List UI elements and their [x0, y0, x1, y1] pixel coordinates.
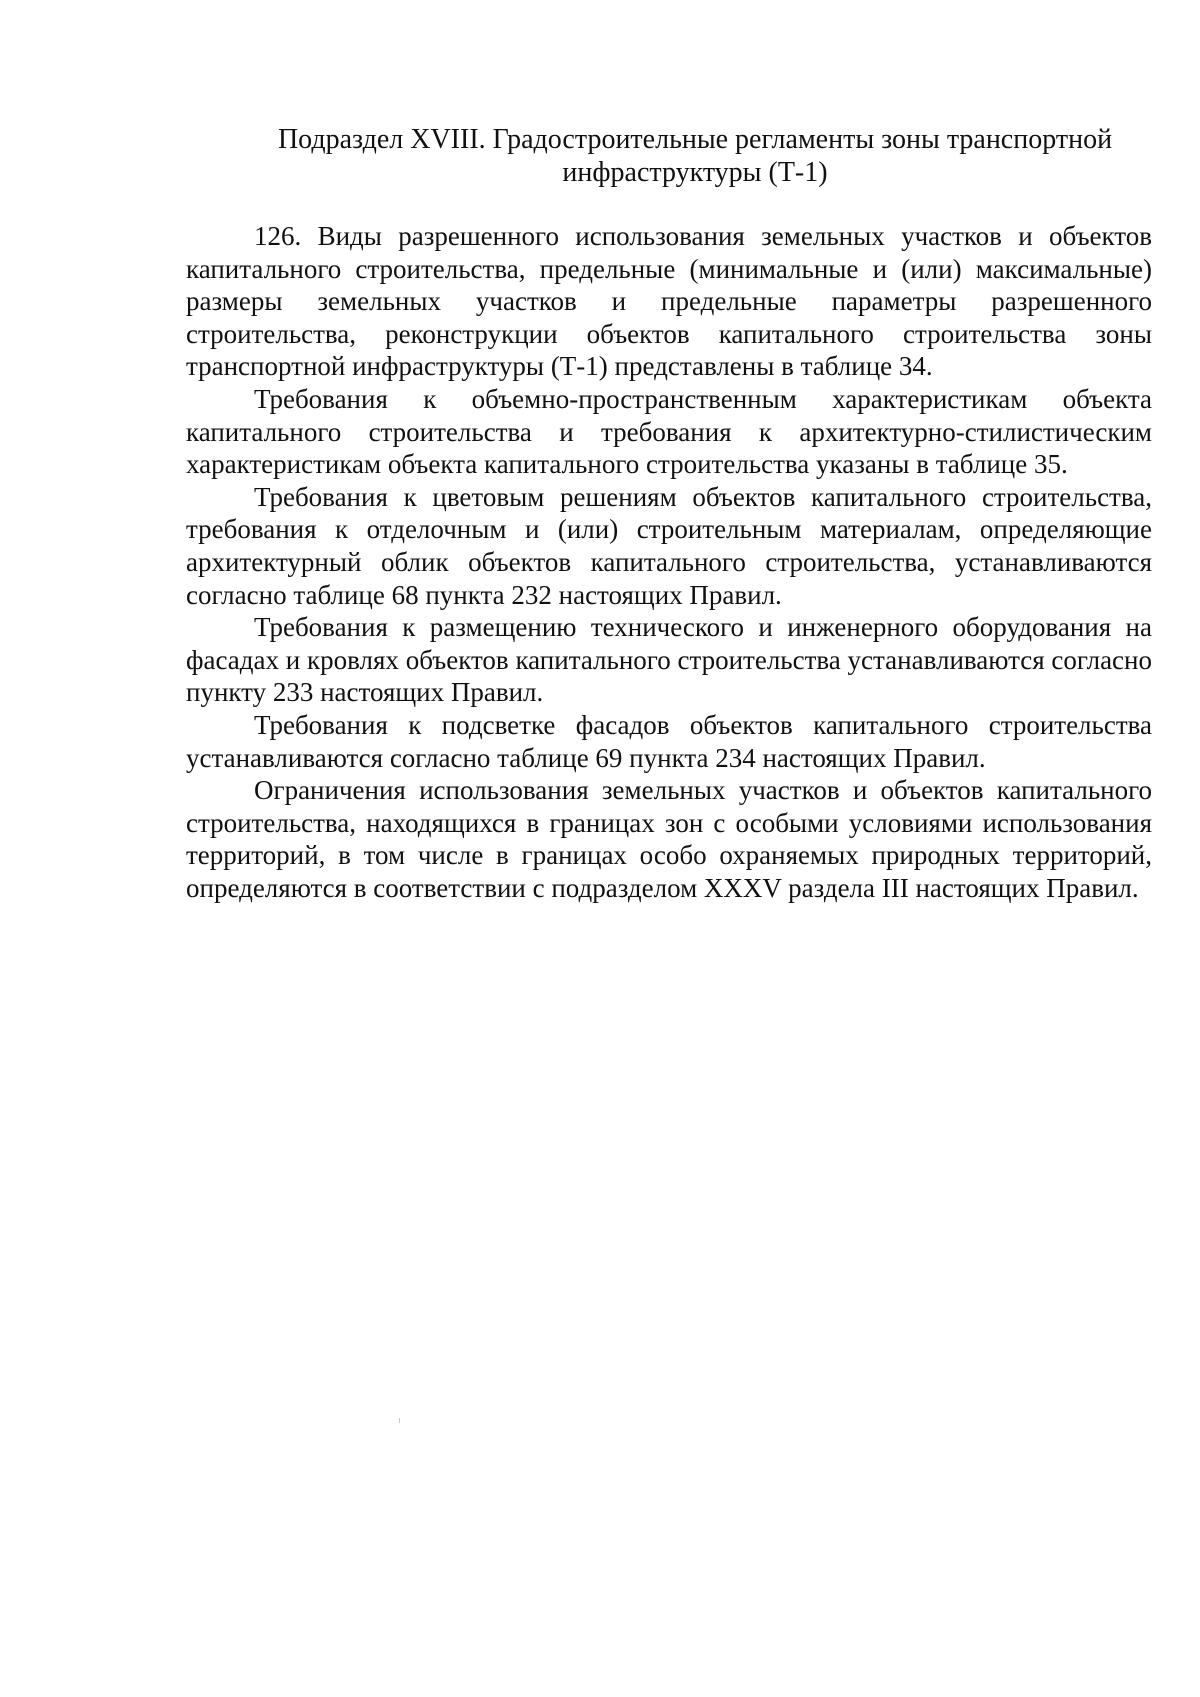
paragraph-color-requirements: Требования к цветовым решениям объектов капитального строительства, требования к отделочным и (или) строительным материалам, определяющие архитектурный облик объектов капитального строительства, устанавливаются согласно таблице 68 пункта 232 настоящих Правил. [186, 481, 1152, 610]
paragraph-restrictions: Ограничения использования земельных участков и объектов капитального строительства, находящихся в границах зон с особыми условиями использования территорий, в том числе в границах особо охраняемых природных территорий, определяются в соответствии с подразделом XXXV раздела III настоящих Правил. [186, 775, 1152, 903]
paragraph-126: 126. Виды разрешенного использования земельных участков и объектов капитального строительства, предельные (минимальные и (или) максимальные) размеры земельных участков и предельные параметры разрешенного строительства, реконструкции объектов капитального строительства зоны транспортной инфраструктуры (Т-1) представлены в таблице 34. [186, 221, 1152, 382]
paragraph-volume-requirements: Требования к объемно-пространственным характеристикам объекта капитального строительства и требования к архитектурно-стилистическим характеристикам объекта капитального строительства указаны в таблице 35. [186, 383, 1152, 480]
section-title-line-1: Подраздел XVIII. Градостроительные регламенты зоны транспортной [277, 124, 1113, 155]
document-body [186, 220, 1152, 904]
paragraph-equipment-requirements: Требования к размещению технического и инженерного оборудования на фасадах и кровлях объектов капитального строительства устанавливаются согласно пункту 233 настоящих Правил. [186, 612, 1152, 708]
paragraph-lighting-requirements: Требования к подсветке фасадов объектов капитального строительства устанавливаются согласно таблице 69 пункта 234 настоящих Правил. [186, 709, 1152, 773]
section-title [245, 123, 1145, 189]
section-title-line-2: инфраструктуры (Т-1) [562, 157, 828, 188]
scan-speck [399, 1418, 400, 1423]
